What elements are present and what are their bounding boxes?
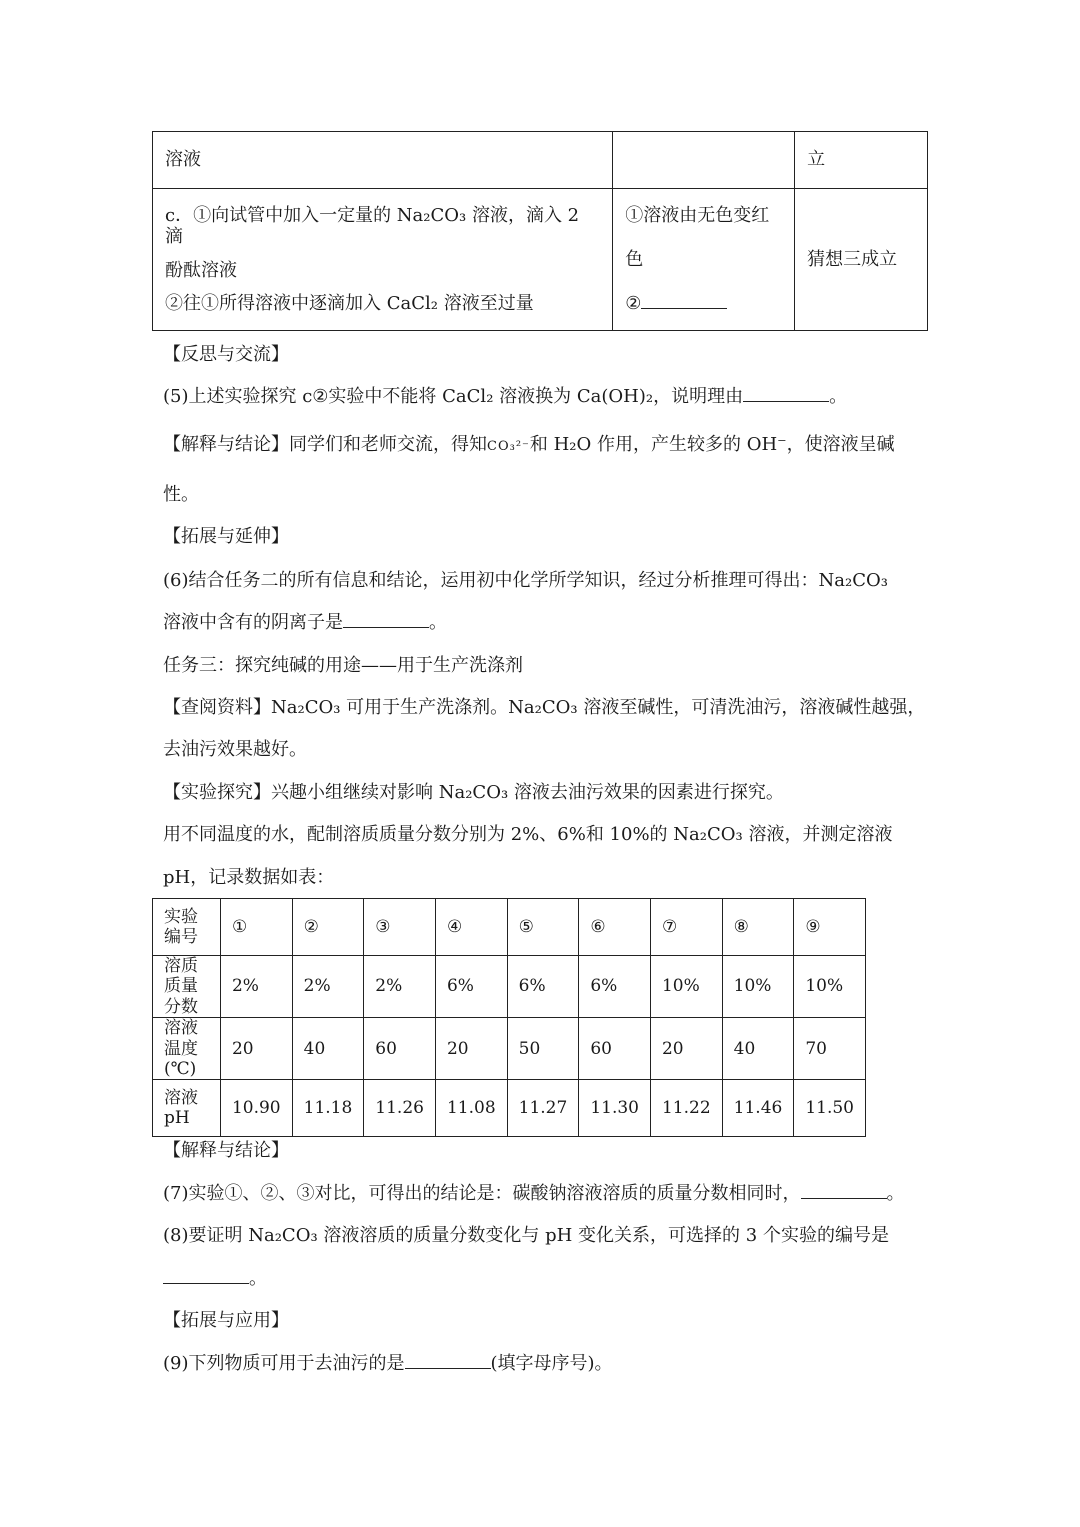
table-cell: 6% bbox=[507, 956, 579, 1018]
explanation-paragraph-cont: 性。 bbox=[163, 484, 199, 505]
table-row bbox=[153, 899, 866, 956]
section-heading: 【拓展与延伸】 bbox=[163, 526, 289, 547]
lookup-paragraph-cont: 去油污效果越好。 bbox=[163, 739, 307, 760]
table-cell: 11.30 bbox=[579, 1080, 651, 1137]
experiment-paragraph: 【实验探究】兴趣小组继续对影响 Na₂CO₃ 溶液去油污效果的因素进行探究。 bbox=[163, 782, 784, 803]
table-cell: 60 bbox=[364, 1018, 436, 1080]
table-cell: ⑧ bbox=[722, 899, 794, 956]
experiment-table bbox=[152, 131, 928, 331]
row-label: 溶液温度(℃) bbox=[153, 1018, 221, 1080]
table-cell: ⑤ bbox=[507, 899, 579, 956]
table-cell: 70 bbox=[794, 1018, 866, 1080]
table-cell: 6% bbox=[435, 956, 507, 1018]
table-cell: 10.90 bbox=[220, 1080, 292, 1137]
answer-blank[interactable] bbox=[405, 1356, 491, 1369]
row-label: 溶液 pH bbox=[153, 1080, 221, 1137]
table-cell: ③ bbox=[364, 899, 436, 956]
section-heading: 【拓展与应用】 bbox=[163, 1310, 289, 1331]
table-cell: 6% bbox=[579, 956, 651, 1018]
table-cell: 2% bbox=[364, 956, 436, 1018]
section-heading: 【反思与交流】 bbox=[163, 344, 289, 365]
question-5: (5)上述实验探究 c②实验中不能将 CaCl₂ 溶液换为 Ca(OH)₂，说明理由 。 bbox=[163, 386, 848, 407]
table-cell: 11.27 bbox=[507, 1080, 579, 1137]
table-cell: 11.26 bbox=[364, 1080, 436, 1137]
table-row bbox=[153, 132, 928, 189]
table-cell: 10% bbox=[722, 956, 794, 1018]
question-8: (8)要证明 Na₂CO₃ 溶液溶质的质量分数变化与 pH 变化关系，可选择的 3 个实验的编号是 bbox=[163, 1225, 889, 1246]
table-cell: 立 bbox=[795, 132, 928, 189]
table-cell: 10% bbox=[650, 956, 722, 1018]
section-heading: 【解释与结论】 bbox=[163, 1140, 289, 1161]
table-cell: 2% bbox=[220, 956, 292, 1018]
cell-text: ①溶液由无色变红 bbox=[625, 204, 770, 226]
explanation-paragraph: 【解释与结论】同学们和老师交流，得知CO₃²⁻和 H₂O 作用，产生较多的 OH⁻，使溶液呈碱 bbox=[163, 434, 895, 455]
table-cell: ⑦ bbox=[650, 899, 722, 956]
answer-blank[interactable] bbox=[801, 1186, 887, 1199]
table-cell: 11.46 bbox=[722, 1080, 794, 1137]
table-cell: 11.22 bbox=[650, 1080, 722, 1137]
table-cell: 40 bbox=[722, 1018, 794, 1080]
table-cell: 10% bbox=[794, 956, 866, 1018]
table-cell: 20 bbox=[435, 1018, 507, 1080]
table-cell: 11.50 bbox=[794, 1080, 866, 1137]
prep-paragraph: 用不同温度的水，配制溶质质量分数分别为 2%、6%和 10%的 Na₂CO₃ 溶液，并测定溶液 bbox=[163, 824, 893, 845]
cell-text: 酚酞溶液 bbox=[165, 259, 237, 281]
prep-paragraph-cont: pH，记录数据如表： bbox=[163, 867, 335, 888]
question-9: (9)下列物质可用于去油污的是 (填字母序号)。 bbox=[163, 1353, 613, 1374]
table-cell bbox=[153, 189, 613, 331]
question-6-cont: 溶液中含有的阴离子是 。 bbox=[163, 612, 447, 633]
table-cell: ② bbox=[292, 899, 364, 956]
table-cell: ⑥ bbox=[579, 899, 651, 956]
table-cell: 11.18 bbox=[292, 1080, 364, 1137]
table-cell: ⑨ bbox=[794, 899, 866, 956]
data-table bbox=[152, 898, 866, 1137]
table-row bbox=[153, 1080, 866, 1137]
table-cell: 20 bbox=[650, 1018, 722, 1080]
question-6: (6)结合任务二的所有信息和结论，运用初中化学所学知识，经过分析推理可得出：Na₂CO₃ bbox=[163, 570, 888, 591]
table-cell: ① bbox=[220, 899, 292, 956]
table-cell: 20 bbox=[220, 1018, 292, 1080]
table-cell bbox=[613, 132, 795, 189]
row-label: 实验编号 bbox=[153, 899, 221, 956]
cell-text-answer: ② bbox=[625, 293, 782, 315]
table-row bbox=[153, 1018, 866, 1080]
table-cell: 猜想三成立 bbox=[795, 189, 928, 331]
question-8-cont: 。 bbox=[163, 1270, 267, 1288]
cell-text: ②往①所得溶液中逐滴加入 CaCl₂ 溶液至过量 bbox=[165, 292, 534, 314]
table-cell: 60 bbox=[579, 1018, 651, 1080]
row-label: 溶质质量分数 bbox=[153, 956, 221, 1018]
answer-blank[interactable] bbox=[343, 615, 429, 628]
answer-blank[interactable] bbox=[743, 389, 829, 402]
table-cell: 40 bbox=[292, 1018, 364, 1080]
lookup-paragraph: 【查阅资料】Na₂CO₃ 可用于生产洗涤剂。Na₂CO₃ 溶液至碱性，可清洗油污，溶液碱性越强， bbox=[163, 697, 926, 718]
table-row bbox=[153, 189, 928, 331]
table-cell: 溶液 bbox=[153, 132, 613, 189]
question-7: (7)实验①、②、③对比，可得出的结论是：碳酸钠溶液溶质的质量分数相同时， 。 bbox=[163, 1183, 905, 1204]
table-cell: 11.08 bbox=[435, 1080, 507, 1137]
cell-text: c．①向试管中加入一定量的 Na₂CO₃ 溶液，滴入 2 滴 bbox=[165, 204, 580, 248]
table-cell: 2% bbox=[292, 956, 364, 1018]
task-heading: 任务三：探究纯碱的用途——用于生产洗涤剂 bbox=[163, 655, 523, 676]
answer-blank[interactable] bbox=[641, 294, 727, 309]
carbonate-ion: CO₃²⁻ bbox=[487, 439, 530, 454]
answer-blank[interactable] bbox=[163, 1271, 249, 1284]
table-row bbox=[153, 956, 866, 1018]
table-cell: ④ bbox=[435, 899, 507, 956]
table-cell: 50 bbox=[507, 1018, 579, 1080]
cell-text: 色 bbox=[625, 248, 644, 270]
table-cell bbox=[613, 189, 795, 331]
